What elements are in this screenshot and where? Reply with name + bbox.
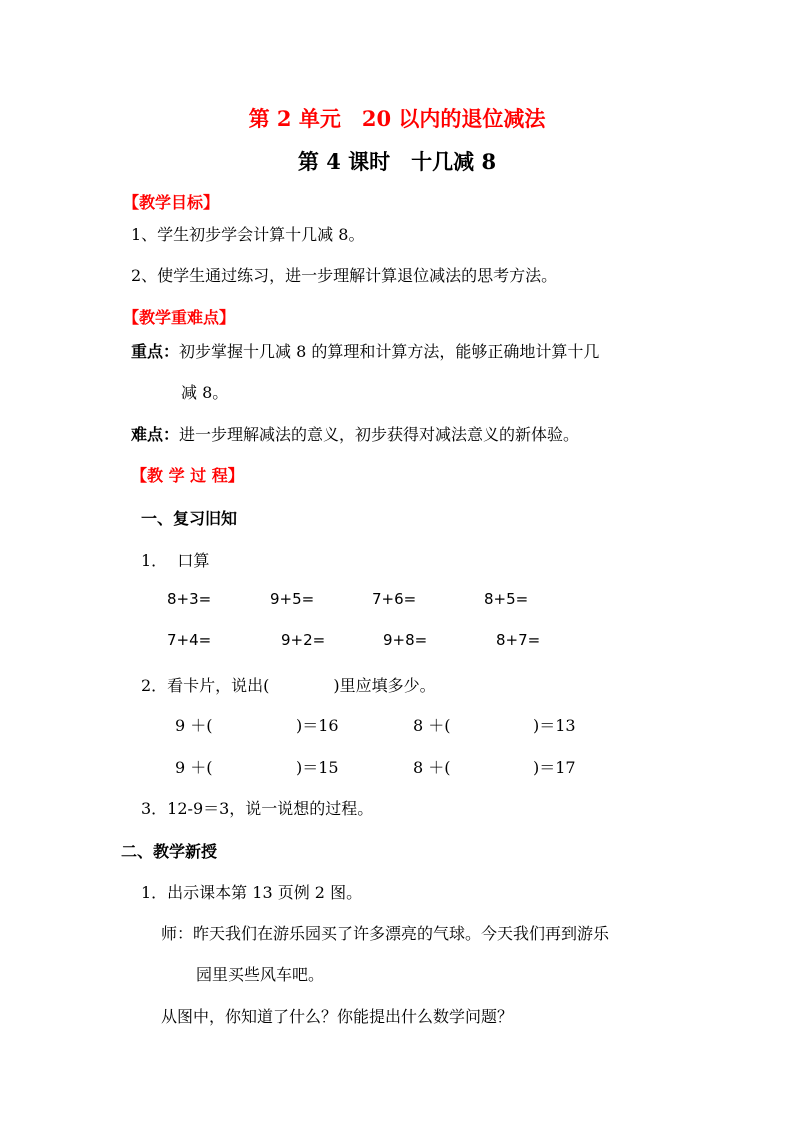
card-3-left: 9 ＋( — [175, 758, 213, 777]
key-point — [131, 339, 599, 362]
review-q3: 3．12-9＝3，说一说想的过程。 — [141, 799, 374, 818]
card-1-right: )＝16 — [296, 716, 339, 735]
mental-math-4: 8+5= — [484, 590, 529, 608]
unit-title: 第 2 单元 20 以内的退位减法 — [248, 106, 546, 131]
card-4-right: )＝17 — [533, 758, 576, 777]
mental-math-3: 7+6= — [372, 590, 417, 608]
difficulty-point — [131, 422, 579, 445]
card-4-left: 8 ＋( — [413, 758, 451, 777]
new-lesson-heading: 二、教学新授 — [121, 842, 218, 861]
review-q1: 1． 口算 — [141, 551, 210, 570]
card-2-right: )＝13 — [533, 716, 576, 735]
goals-heading: 【教学目标】 — [123, 193, 220, 212]
goal-item-1: 1、学生初步学会计算十几减 8。 — [131, 225, 365, 244]
mental-math-7: 9+8= — [383, 631, 428, 649]
new-lesson-question: 从图中，你知道了什么？你能提出什么数学问题？ — [161, 1007, 514, 1026]
review-q2: 2．看卡片，说出( )里应填多少。 — [141, 676, 436, 695]
mental-math-5: 7+4= — [167, 631, 212, 649]
card-3-right: )＝15 — [296, 758, 339, 777]
key-point-label: 重点： — [131, 342, 180, 361]
mental-math-1: 8+3= — [167, 590, 212, 608]
card-2-left: 8 ＋( — [413, 716, 451, 735]
keypoints-heading: 【教学重难点】 — [123, 308, 236, 327]
teacher-line-1: 师：昨天我们在游乐园买了许多漂亮的气球。今天我们再到游乐 — [161, 924, 610, 943]
card-1-left: 9 ＋( — [175, 716, 213, 735]
teacher-line-2: 园里买些风车吧。 — [196, 965, 325, 984]
goal-item-2: 2、使学生通过练习，进一步理解计算退位减法的思考方法。 — [131, 266, 558, 285]
new-lesson-q1: 1．出示课本第 13 页例 2 图。 — [141, 883, 363, 902]
review-heading: 一、复习旧知 — [141, 509, 238, 528]
difficulty-label: 难点： — [131, 425, 180, 444]
mental-math-6: 9+2= — [281, 631, 326, 649]
key-point-text: 初步掌握十几减 8 的算理和计算方法，能够正确地计算十几 — [179, 342, 600, 361]
mental-math-2: 9+5= — [270, 590, 315, 608]
process-heading: 【教 学 过 程】 — [131, 466, 244, 485]
difficulty-text: 进一步理解减法的意义，初步获得对减法意义的新体验。 — [179, 425, 580, 444]
lesson-title: 第 4 课时 十几减 8 — [297, 149, 497, 174]
mental-math-8: 8+7= — [496, 631, 541, 649]
key-point-text-cont: 减 8。 — [181, 383, 229, 402]
